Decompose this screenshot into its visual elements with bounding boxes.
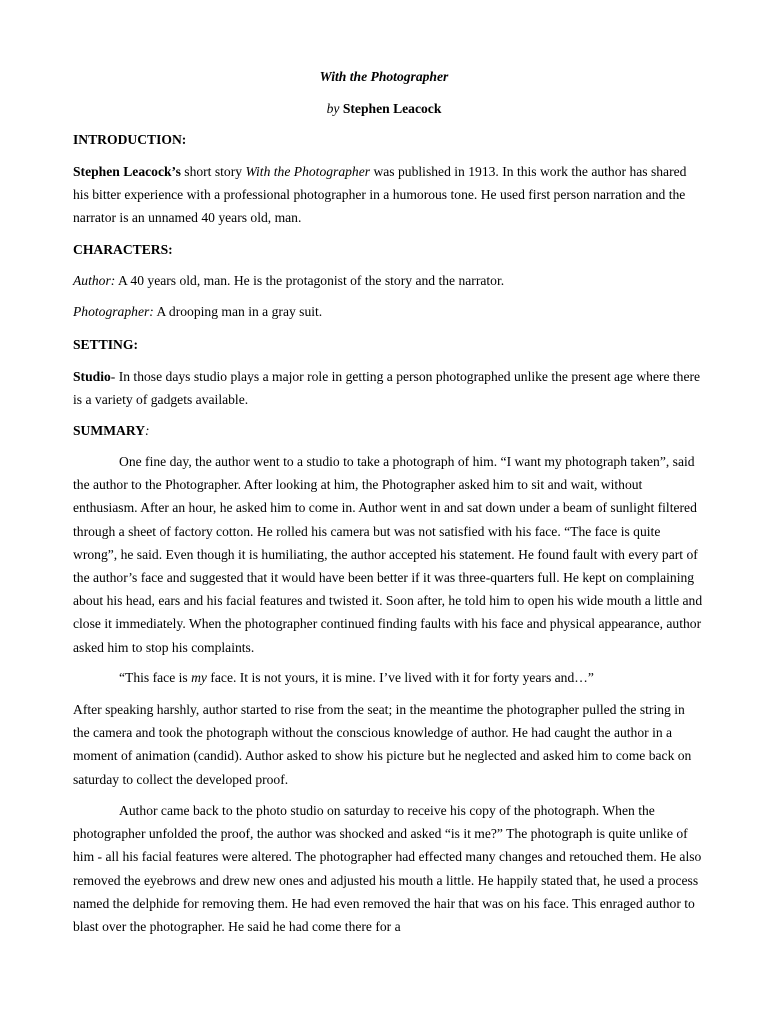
document-title: With the Photographer	[319, 69, 449, 84]
summary-heading	[73, 419, 703, 442]
summary-paragraph-3: After speaking harshly, author started to rise from the seat; in the meantime the photographer pulled the string in the camera and took the photograph without the conscious knowledge of author. He had caught the author in a moment of animation (candid). Author asked to show his picture but he neglected and asked him to come back on saturday to collect the developed proof.	[73, 702, 692, 787]
character-author-text: A 40 years old, man. He is the protagonist of the story and the narrator.	[115, 273, 505, 288]
setting-text: - In those days studio plays a major role in getting a person photographed unlike the present age where there is a variety of gadgets available.	[73, 369, 701, 408]
intro-text-2: was published in 1913. In this work the author has shared his bitter experience with a professional photographer in a humorous tone. He used first person narration and the narrator is an unnamed 40 years old, man.	[73, 164, 687, 226]
setting-paragraph	[73, 365, 703, 411]
character-photographer	[73, 300, 703, 323]
summary-quote	[73, 666, 703, 689]
summary-paragraph-1: One fine day, the author went to a studio to take a photograph of him. “I want my photograph taken”, said the author to the Photographer. After looking at him, the Photographer asked him to sit and wait, without enthusiasm. After an hour, he asked him to come in. Author went in and sat down under a beam of sunlight filtered through a sheet of factory cotton. He rolled his camera but was not satisfied with his face. “The face is quite wrong”, he said. Even though it is humiliating, the author accepted his statement. He found fault with every part of the author’s face and suggested that it would have been better if it was three-quarters full. He kept on complaining about his head, ears and his facial features and twisted it. Soon after, he told him to open his wide mouth a little and close it immediately. When the photographer continued finding faults with his face and physical appearance, author asked him to stop his complaints.	[73, 454, 703, 655]
byline	[0, 97, 768, 120]
byline-author: Stephen Leacock	[342, 101, 442, 116]
intro-lead-author: Stephen Leacock’s	[73, 164, 181, 179]
character-photographer-label: Photographer:	[73, 304, 154, 319]
summary-heading-text: SUMMARY	[73, 423, 146, 438]
quote-part-b: face. It is not yours, it is mine. I’ve lived with it for forty years and…”	[206, 670, 594, 685]
character-author-label: Author:	[73, 273, 116, 288]
quote-part-a: “This face is	[119, 670, 192, 685]
character-author	[73, 269, 703, 292]
byline-by: by	[326, 101, 340, 116]
summary-paragraph-4: Author came back to the photo studio on saturday to receive his copy of the photograph. When the photographer unfolded the proof, the author was shocked and asked “is it me?” The photograph is quite unlike of him - all his facial features were altered. The photographer had effected many changes and retouched them. He also removed the eyebrows and drew new ones and adjusted his mouth a little. He happily stated that, he used a process named the delphide for removing them. He had even removed the hair that was on his face. This enraged author to blast over the photographer. He said he had come there for a	[73, 803, 702, 935]
intro-text-1: short story	[180, 164, 246, 179]
introduction-paragraph	[73, 160, 703, 230]
character-photographer-text: A drooping man in a gray suit.	[153, 304, 323, 319]
introduction-heading: INTRODUCTION:	[73, 132, 187, 147]
characters-heading: CHARACTERS:	[73, 242, 173, 257]
setting-label: Studio	[73, 369, 111, 384]
quote-emphasis: my	[191, 670, 207, 685]
intro-story-title: With the Photographer	[245, 164, 371, 179]
setting-heading: SETTING:	[73, 337, 138, 352]
summary-heading-colon: :	[145, 423, 150, 438]
